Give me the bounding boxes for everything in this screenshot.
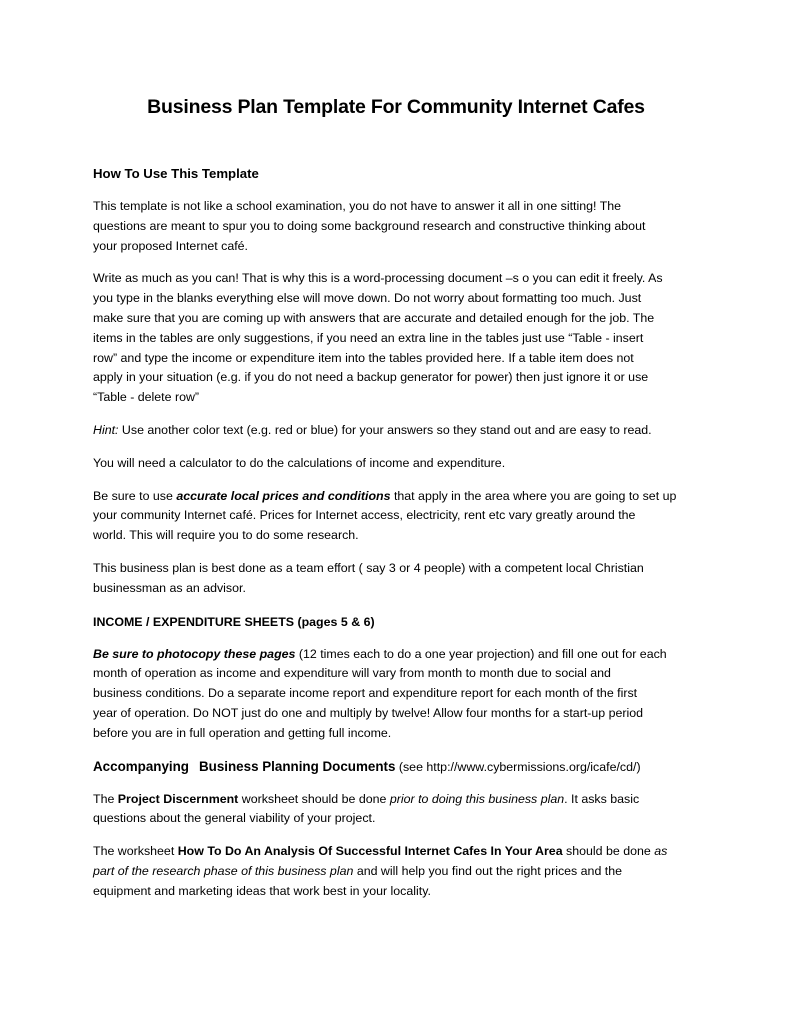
paragraph-line: your community Internet café. Prices for Internet access, electricity, rent etc vary greatly around the [93, 508, 636, 523]
paragraph-line [93, 790, 699, 810]
project-discernment-label: Project Discernment [117, 791, 239, 806]
document-title: Business Plan Template For Community Internet Cafes [147, 96, 645, 118]
paragraph-line: you type in the blanks everything else will move down. Do not worry about formatting too much. Just [93, 291, 642, 306]
text-run: The worksheet [93, 844, 178, 859]
research-phase-text: as [654, 844, 668, 859]
photocopy-paragraph [93, 645, 699, 744]
write-as-much-paragraph [93, 269, 699, 408]
research-phase-text: part of the research phase of this business plan [93, 863, 354, 878]
text-run: The [93, 791, 118, 806]
paragraph-line: equipment and marketing ideas that work best in your locality. [93, 883, 431, 898]
paragraph-line: business conditions. Do a separate income report and expenditure report for each month of the first [93, 686, 638, 701]
business-planning-label: Business Planning Documents [198, 758, 396, 774]
intro-line: questions are meant to spur you to doing some background research and constructive thinking about [93, 218, 646, 233]
paragraph-line: “Table - delete row” [93, 390, 200, 405]
paragraph-line: items in the tables are only suggestions, if you need an extra line in the tables just use “Table - insert [93, 330, 644, 345]
paragraph-line: businessman as an advisor. [93, 580, 246, 595]
hint-text: Use another color text (e.g. red or blue) for your answers so they stand out and are easy to read. [118, 422, 652, 437]
paragraph-line: Write as much as you can! That is why this is a word-processing document –s o you can edit it freely. As [93, 271, 663, 286]
hint-paragraph [93, 421, 699, 441]
paragraph-line: month of operation as income and expenditure will vary from month to month due to social and [93, 666, 611, 681]
paragraph-line [93, 862, 699, 882]
paragraph-line: world. This will require you to do some research. [93, 528, 359, 543]
intro-paragraph [93, 197, 699, 256]
documents-link-text: (see http://www.cybermissions.org/icafe/cd/) [395, 759, 641, 774]
team-effort-paragraph [93, 559, 699, 599]
paragraph-line: before you are in full operation and getting full income. [93, 725, 392, 740]
paragraph-line: This business plan is best done as a team effort ( say 3 or 4 people) with a competent local Christian [93, 560, 644, 575]
text-run: and will help you find out the right prices and the [353, 863, 623, 878]
paragraph-line: make sure that you are coming up with answers that are accurate and detailed enough for the job. The [93, 310, 655, 325]
paragraph-line [93, 645, 699, 665]
photocopy-emphasis: Be sure to photocopy these pages [93, 646, 296, 661]
text-run: worksheet should be done [238, 791, 390, 806]
calculator-line: You will need a calculator to do the calculations of income and expenditure. [93, 455, 506, 470]
prices-prefix: Be sure to use [93, 488, 177, 503]
analysis-worksheet-label: How To Do An Analysis Of Successful Internet Cafes In Your Area [177, 844, 563, 859]
intro-line: This template is not like a school examination, you do not have to answer it all in one sitting! The [93, 199, 622, 213]
accompanying-label: Accompanying [93, 758, 189, 774]
analysis-worksheet-paragraph [93, 842, 699, 901]
paragraph-line [93, 487, 699, 507]
hint-label: Hint: [93, 422, 119, 437]
paragraph-line: year of operation. Do NOT just do one and multiply by twelve! Allow four months for a start-up period [93, 705, 644, 720]
paragraph-line: questions about the general viability of your project. [93, 811, 376, 826]
prices-suffix: that apply in the area where you are going to set up [390, 488, 677, 503]
project-discernment-paragraph [93, 790, 699, 830]
paragraph-line: row” and type the income or expenditure item into the tables provided here. If a table item does not [93, 350, 634, 365]
local-prices-paragraph [93, 487, 699, 546]
photocopy-suffix: (12 times each to do a one year projection) and fill one out for each [295, 646, 667, 661]
prior-to-plan-text: prior to doing this business plan [389, 791, 565, 806]
hint-line [93, 421, 699, 441]
intro-line: your proposed Internet café. [93, 238, 248, 253]
income-expenditure-heading: INCOME / EXPENDITURE SHEETS (pages 5 & 6) [93, 614, 375, 629]
text-run: . It asks basic [564, 791, 640, 806]
paragraph-line: apply in your situation (e.g. if you do not need a backup generator for power) then just ignore it or use [93, 370, 649, 385]
how-to-use-heading: How To Use This Template [93, 166, 259, 181]
accompanying-documents-heading [93, 757, 699, 777]
prices-emphasis: accurate local prices and conditions [176, 488, 391, 503]
calculator-paragraph [93, 454, 699, 474]
paragraph-line [93, 842, 699, 862]
text-run: should be done [562, 844, 655, 859]
